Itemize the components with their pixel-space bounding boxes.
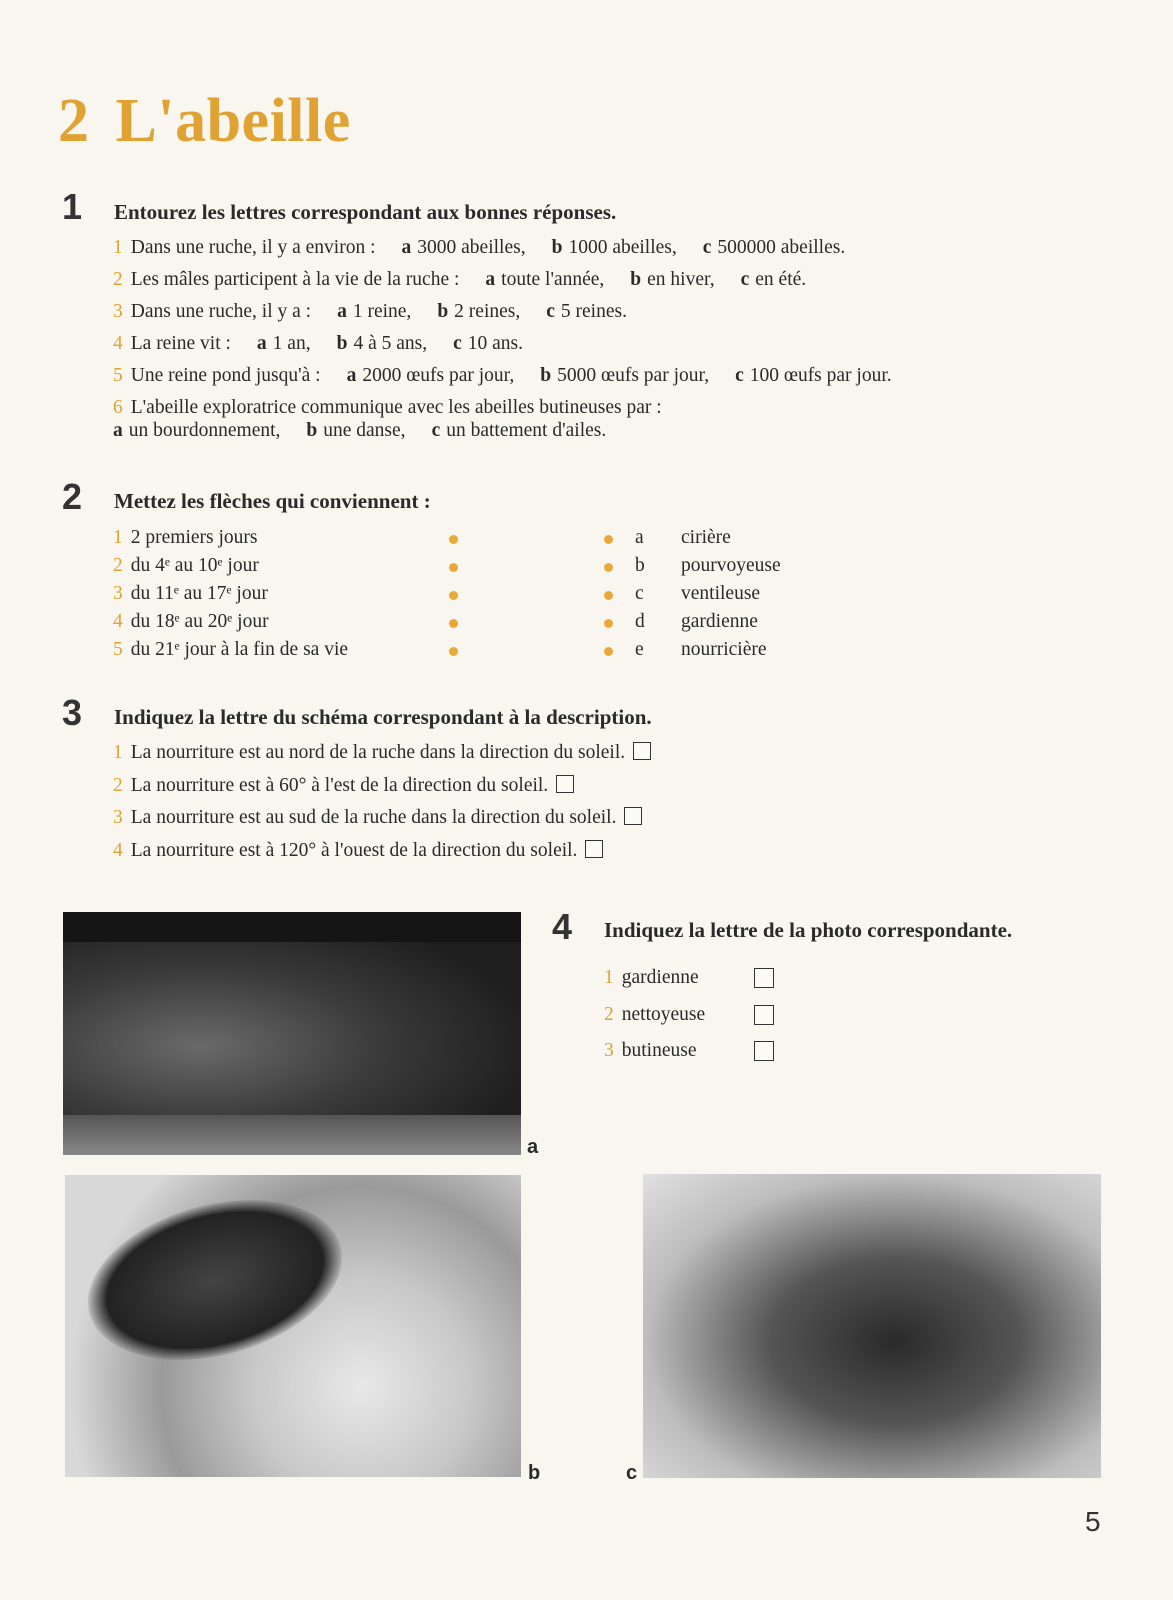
item-text: gardienne xyxy=(621,967,699,988)
option-letter: b xyxy=(336,333,348,354)
answer-option[interactable] xyxy=(432,420,607,441)
item-number: 1 xyxy=(113,527,123,548)
match-role: cirière xyxy=(681,527,731,548)
option-text: 10 ans. xyxy=(467,333,523,354)
item-number: 2 xyxy=(113,774,123,796)
option-text: 2000 œufs par jour, xyxy=(362,365,515,386)
option-letter: b xyxy=(437,301,449,322)
answer-option[interactable] xyxy=(485,269,604,290)
right-connector-dot[interactable] xyxy=(604,619,613,628)
photo-match-line xyxy=(604,1005,705,1025)
answer-option[interactable] xyxy=(703,237,845,258)
option-text: 100 œufs par jour. xyxy=(749,365,892,386)
answer-option[interactable] xyxy=(437,301,520,322)
left-connector-dot[interactable] xyxy=(449,647,458,656)
description-line xyxy=(113,775,574,796)
match-role: gardienne xyxy=(681,611,758,632)
question-text: L'abeille exploratrice communique avec les abeilles butineuses par : xyxy=(130,397,662,418)
answer-option[interactable] xyxy=(741,269,807,290)
answer-box[interactable] xyxy=(754,1005,774,1025)
item-text: du 21ᵉ jour à la fin de sa vie xyxy=(130,639,349,660)
photo-a-bees-at-hive-entrance xyxy=(63,912,521,1155)
match-letter: e xyxy=(635,639,644,660)
photo-b-bee-on-flower xyxy=(65,1175,521,1477)
question-line xyxy=(113,238,845,258)
left-connector-dot[interactable] xyxy=(449,619,458,628)
item-text: du 18ᵉ au 20ᵉ jour xyxy=(130,611,269,632)
item-text: 2 premiers jours xyxy=(130,527,258,548)
exercise-2-number: 2 xyxy=(62,476,83,517)
item-number: 3 xyxy=(113,807,123,829)
option-text: un battement d'ailes. xyxy=(446,420,607,441)
answer-option[interactable] xyxy=(630,269,714,290)
item-number: 4 xyxy=(113,840,123,862)
option-letter: a xyxy=(337,301,347,322)
description-line xyxy=(113,742,651,763)
item-number: 4 xyxy=(113,611,123,632)
item-text: butineuse xyxy=(621,1040,697,1061)
answer-option[interactable] xyxy=(453,333,523,354)
option-letter: c xyxy=(735,365,744,386)
answer-option[interactable] xyxy=(337,333,428,354)
photo-b-label: b xyxy=(528,1462,541,1484)
question-line xyxy=(113,334,523,354)
question-text: Les mâles participent à la vie de la ruche : xyxy=(130,269,460,290)
answer-option[interactable] xyxy=(402,237,526,258)
question-number: 3 xyxy=(113,301,123,322)
option-text: 3000 abeilles, xyxy=(417,237,526,258)
answer-option[interactable] xyxy=(337,301,411,322)
question-options-line xyxy=(113,421,606,441)
answer-option[interactable] xyxy=(257,333,311,354)
match-role: ventileuse xyxy=(681,583,761,604)
answer-option[interactable] xyxy=(735,365,892,386)
exercise-2-heading: Mettez les flèches qui conviennent : xyxy=(114,489,431,513)
option-letter: c xyxy=(546,301,555,322)
description-line xyxy=(113,840,603,861)
page-number: 5 xyxy=(1085,1506,1101,1537)
option-text: une danse, xyxy=(323,420,406,441)
page-title xyxy=(58,86,351,157)
answer-option[interactable] xyxy=(306,420,405,441)
right-connector-dot[interactable] xyxy=(604,591,613,600)
question-line xyxy=(113,366,892,386)
item-number: 3 xyxy=(113,583,123,604)
option-letter: c xyxy=(740,269,750,290)
option-letter: b xyxy=(306,420,318,441)
option-text: 500000 abeilles. xyxy=(717,237,846,258)
option-text: 1 reine, xyxy=(352,301,412,322)
matching-left-item xyxy=(113,584,268,604)
question-text: Une reine pond jusqu'à : xyxy=(130,365,321,386)
option-text: toute l'année, xyxy=(501,269,605,290)
exercise-1-heading: Entourez les lettres correspondant aux bonnes réponses. xyxy=(114,200,617,224)
question-text: La reine vit : xyxy=(130,333,231,354)
item-number: 5 xyxy=(113,639,123,660)
item-number: 2 xyxy=(604,1004,614,1025)
photo-a-label: a xyxy=(527,1136,539,1158)
option-text: 4 à 5 ans, xyxy=(353,333,428,354)
option-text: 1000 abeilles, xyxy=(568,237,677,258)
photo-match-line xyxy=(604,968,699,988)
option-letter: b xyxy=(630,269,642,290)
option-letter: a xyxy=(113,420,123,441)
match-letter: a xyxy=(635,527,644,548)
item-text: nettoyeuse xyxy=(621,1004,706,1025)
option-letter: c xyxy=(453,333,462,354)
option-letter: a xyxy=(346,365,357,386)
option-text: en été. xyxy=(755,269,807,290)
option-letter: c xyxy=(702,237,712,258)
exercise-1-number: 1 xyxy=(62,186,83,227)
exercise-3-heading: Indiquez la lettre du schéma correspondant à la description. xyxy=(114,705,652,729)
answer-box[interactable] xyxy=(556,775,574,793)
question-number: 6 xyxy=(113,397,123,418)
answer-option[interactable] xyxy=(546,301,627,322)
match-letter: c xyxy=(635,583,644,604)
answer-option[interactable] xyxy=(113,420,280,441)
answer-box[interactable] xyxy=(754,968,774,988)
option-text: 2 reines, xyxy=(454,301,521,322)
photo-c-label: c xyxy=(626,1462,638,1484)
chapter-number: 2 xyxy=(58,87,90,155)
item-number: 1 xyxy=(604,967,614,988)
item-text: La nourriture est à 120° à l'ouest de la direction du soleil. xyxy=(130,840,578,862)
description-line xyxy=(113,807,642,828)
item-text: La nourriture est au nord de la ruche dans la direction du soleil. xyxy=(130,742,626,763)
match-role: pourvoyeuse xyxy=(681,555,781,576)
option-text: 5000 œufs par jour, xyxy=(557,365,710,386)
question-number: 1 xyxy=(113,237,123,258)
exercise-4-heading: Indiquez la lettre de la photo correspondante. xyxy=(604,918,1013,942)
matching-left-item xyxy=(113,640,348,660)
item-number: 2 xyxy=(113,555,123,576)
answer-box[interactable] xyxy=(585,840,603,858)
option-letter: a xyxy=(401,237,412,258)
item-text: du 4ᵉ au 10ᵉ jour xyxy=(130,555,259,576)
option-letter: a xyxy=(256,333,267,354)
option-letter: b xyxy=(540,365,552,386)
option-text: 1 an, xyxy=(272,333,311,354)
answer-box[interactable] xyxy=(633,742,651,760)
question-line xyxy=(113,398,662,418)
match-letter: b xyxy=(635,555,645,576)
item-text: La nourriture est à 60° à l'est de la direction du soleil. xyxy=(130,774,549,796)
match-role: nourricière xyxy=(681,639,767,660)
option-letter: b xyxy=(551,237,563,258)
item-text: du 11ᵉ au 17ᵉ jour xyxy=(130,583,268,604)
right-connector-dot[interactable] xyxy=(604,563,613,572)
option-text: un bourdonnement, xyxy=(128,420,281,441)
item-number: 1 xyxy=(113,742,123,763)
matching-left-item xyxy=(113,528,257,548)
option-letter: a xyxy=(485,269,496,290)
chapter-title: L'abeille xyxy=(115,87,351,155)
answer-box[interactable] xyxy=(624,807,642,825)
photo-match-line xyxy=(604,1041,696,1061)
matching-left-item xyxy=(113,556,259,576)
answer-option[interactable] xyxy=(347,365,515,386)
left-connector-dot[interactable] xyxy=(449,563,458,572)
right-connector-dot[interactable] xyxy=(604,535,613,544)
question-line xyxy=(113,302,627,322)
option-text: en hiver, xyxy=(647,269,715,290)
question-line xyxy=(113,270,806,290)
question-number: 4 xyxy=(113,333,123,354)
question-text: Dans une ruche, il y a environ : xyxy=(130,237,376,258)
option-text: 5 reines. xyxy=(560,301,627,322)
right-connector-dot[interactable] xyxy=(604,647,613,656)
question-number: 5 xyxy=(113,365,123,386)
item-text: La nourriture est au sud de la ruche dans la direction du soleil. xyxy=(130,807,617,829)
answer-option[interactable] xyxy=(552,237,677,258)
left-connector-dot[interactable] xyxy=(449,535,458,544)
item-number: 3 xyxy=(604,1040,614,1061)
answer-option[interactable] xyxy=(540,365,709,386)
match-letter: d xyxy=(635,611,645,632)
answer-box[interactable] xyxy=(754,1041,774,1061)
exercise-4-number: 4 xyxy=(552,906,573,947)
photo-c-bees-group xyxy=(643,1174,1101,1478)
question-text: Dans une ruche, il y a : xyxy=(130,301,312,322)
exercise-3-number: 3 xyxy=(62,692,83,733)
question-number: 2 xyxy=(113,269,123,290)
left-connector-dot[interactable] xyxy=(449,591,458,600)
matching-left-item xyxy=(113,612,269,632)
option-letter: c xyxy=(431,420,441,441)
